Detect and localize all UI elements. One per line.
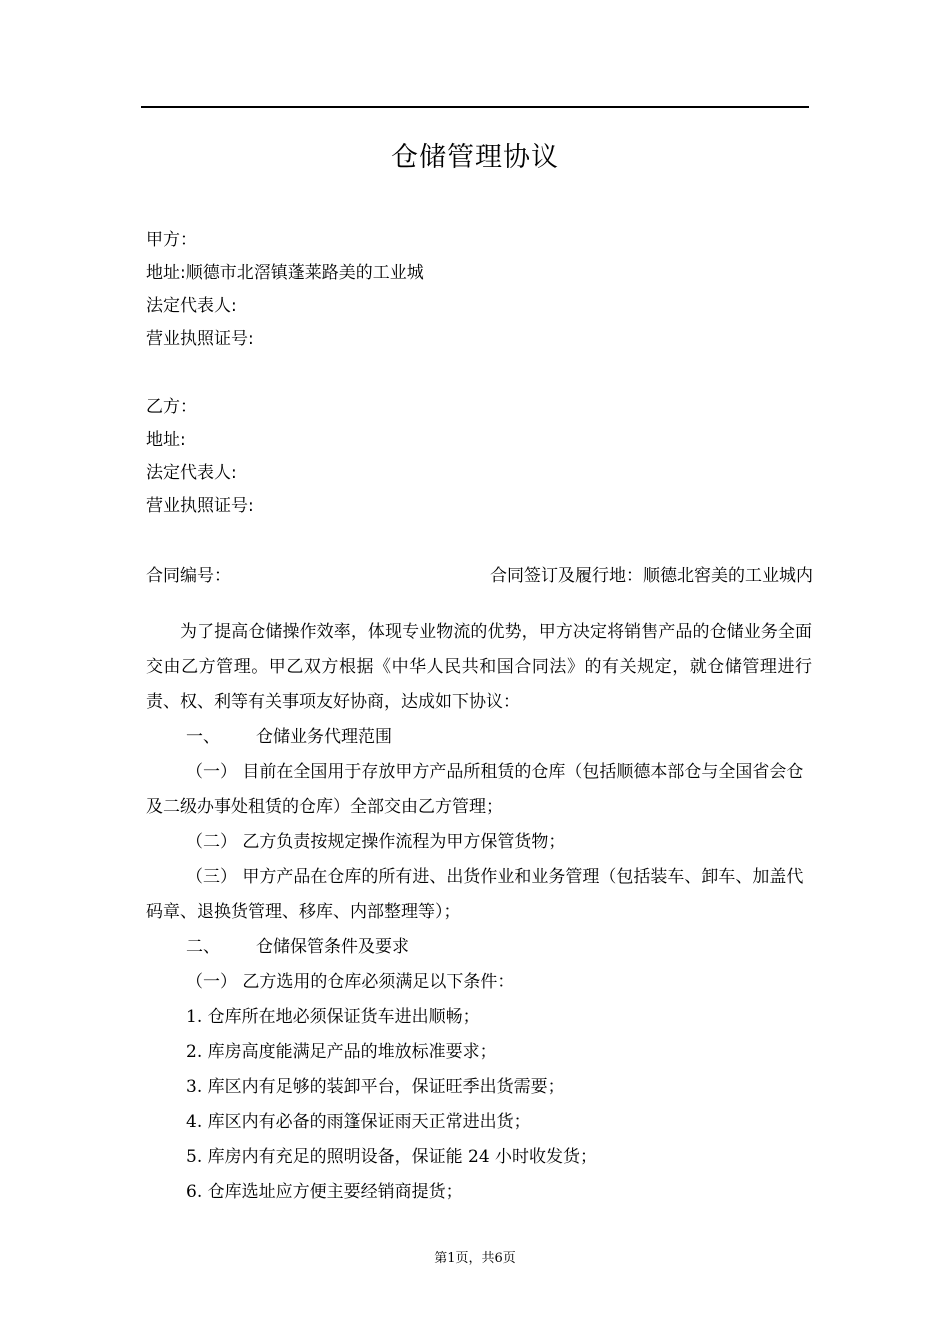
condition-item: 5. 库房内有充足的照明设备，保证能 24 小时收发货； — [186, 1147, 598, 1167]
condition-item: 3. 库区内有足够的装卸平台，保证旺季出货需要； — [186, 1077, 565, 1097]
section-2-number: 二、 — [186, 937, 220, 957]
section-1-item: （二） 乙方负责按规定操作流程为甲方保管货物； — [186, 832, 566, 852]
party-b-legal-rep: 法定代表人: — [146, 463, 237, 483]
section-2-heading — [146, 930, 812, 965]
contract-place: 合同签订及履行地：顺德北窖美的工业城内 — [490, 566, 813, 586]
section-1-number: 一、 — [186, 727, 220, 747]
section-2-title: 仓储保管条件及要求 — [256, 937, 409, 957]
page-footer: 第1页，共6页 — [434, 1251, 516, 1266]
contract-number: 合同编号： — [146, 566, 231, 586]
section-1-item: （三） 甲方产品在仓库的所有进、出货作业和业务管理（包括装车、卸车、加盖代码章、退换货管理、移库、内部整理等）； — [146, 867, 804, 922]
party-a-address: 地址:顺德市北滘镇蓬莱路美的工业城 — [146, 263, 424, 283]
party-b-license: 营业执照证号: — [146, 496, 254, 516]
contract-info-row — [146, 560, 813, 593]
party-a-legal-rep: 法定代表人: — [146, 296, 237, 316]
party-a-name: 甲方： — [146, 230, 197, 250]
party-a-license: 营业执照证号: — [146, 329, 254, 349]
party-b-name: 乙方： — [146, 397, 197, 417]
condition-item: 6. 仓库选址应方便主要经销商提货； — [186, 1182, 463, 1202]
intro-paragraph: 为了提高仓储操作效率，体现专业物流的优势，甲方决定将销售产品的仓储业务全面交由乙方管理。甲乙双方根据《中华人民共和国合同法》的有关规定，就仓储管理进行责、权、利等有关事项友好协商，达成如下协议： — [146, 622, 812, 712]
condition-item: 4. 库区内有必备的雨篷保证雨天正常进出货； — [186, 1112, 531, 1132]
party-b-address: 地址: — [146, 430, 186, 450]
party-a-block — [146, 224, 424, 356]
condition-item: 2. 库房高度能满足产品的堆放标准要求； — [186, 1042, 497, 1062]
agreement-body — [146, 615, 812, 1210]
section-1-heading — [146, 720, 812, 755]
condition-item: 1. 仓库所在地必须保证货车进出顺畅； — [186, 1007, 480, 1027]
section-1-item: （一） 目前在全国用于存放甲方产品所租赁的仓库（包括顺德本部仓与全国省会仓及二级办事处租赁的仓库）全部交由乙方管理； — [146, 762, 804, 817]
document-title: 仓储管理协议 — [391, 142, 559, 173]
section-1-title: 仓储业务代理范围 — [256, 727, 392, 747]
header-rule — [141, 106, 809, 108]
section-2-subitem: （一） 乙方选用的仓库必须满足以下条件： — [186, 972, 515, 992]
party-b-block — [146, 391, 254, 523]
